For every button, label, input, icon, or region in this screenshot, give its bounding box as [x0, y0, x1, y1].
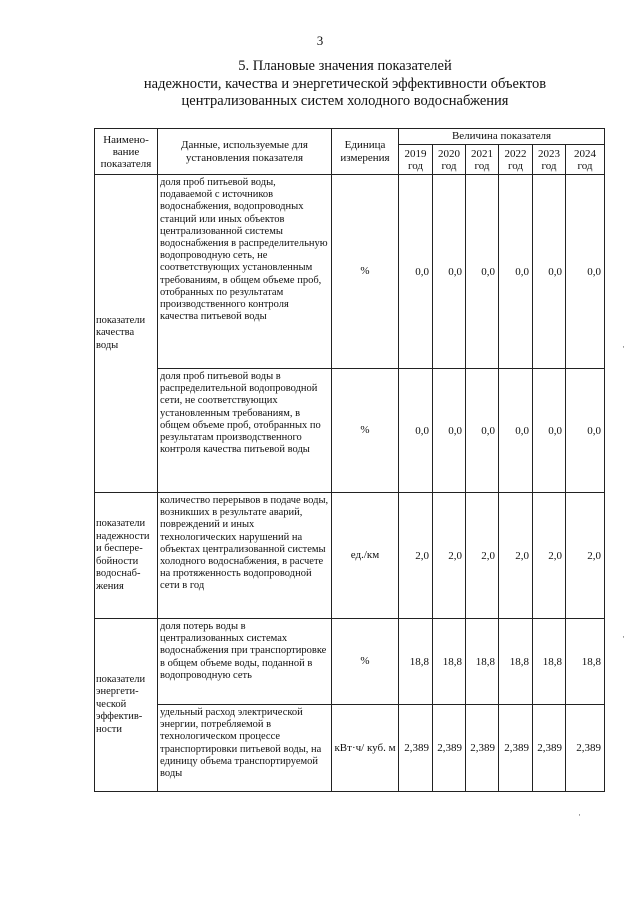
category-cell: показатели надежности и беспере-бойности водоснаб-жения — [95, 493, 158, 619]
category-cell: показатели энергети-ческой эффектив-ности — [95, 619, 158, 792]
value-cell: 18,8 — [399, 619, 433, 705]
header-unit: Единица измерения — [332, 129, 399, 175]
title-line-2: надежности, качества и энергетической эффективности объектов — [143, 75, 547, 92]
value-cell: 0,0 — [499, 175, 533, 369]
value-cell: 0,0 — [499, 369, 533, 493]
description-cell: количество перерывов в подаче воды, возникших в результате аварий, повреждений и иных технологических нарушений на объектах централизованной системы холодного водоснабжения, в расчете на протяженность водопроводной сети в год — [158, 493, 332, 619]
header-value: Величина показателя — [399, 129, 605, 145]
table-row — [95, 619, 605, 705]
description-cell: удельный расход электрической энергии, потребляемой в технологическом процессе транспортировки питьевой воды, на единицу объема транспортируемой воды — [158, 705, 332, 792]
value-cell: 0,0 — [433, 369, 466, 493]
table-row — [95, 705, 605, 792]
value-cell: 2,0 — [466, 493, 499, 619]
value-cell: 2,389 — [466, 705, 499, 792]
value-cell: 2,0 — [566, 493, 605, 619]
unit-cell: ед./км — [332, 493, 399, 619]
table-row — [95, 175, 605, 369]
value-cell: 18,8 — [466, 619, 499, 705]
table-row — [95, 493, 605, 619]
value-cell: 2,389 — [399, 705, 433, 792]
unit-cell: кВт·ч/ куб. м — [332, 705, 399, 792]
value-cell: 0,0 — [433, 175, 466, 369]
table-row — [95, 369, 605, 493]
scan-speck: · — [578, 810, 581, 820]
header-year: 2020 год — [433, 145, 466, 175]
value-cell: 0,0 — [466, 175, 499, 369]
section-title — [80, 58, 610, 111]
value-cell: 2,0 — [533, 493, 566, 619]
description-cell: доля потерь воды в централизованных системах водоснабжения при транспортировке в общем объеме воды, поданной в водопроводную сеть — [158, 619, 332, 705]
description-cell: доля проб питьевой воды в распределительной водопроводной сети, не соответствующих установленным требованиям, в общем объеме проб, отобранных по результатам производственного контроля качества питьевой воды — [158, 369, 332, 493]
header-year: 2019 год — [399, 145, 433, 175]
unit-cell: % — [332, 175, 399, 369]
category-cell: показатели качества воды — [95, 175, 158, 493]
value-cell: 0,0 — [399, 369, 433, 493]
header-year: 2024 год — [566, 145, 605, 175]
value-cell: 2,389 — [499, 705, 533, 792]
title-line-1: 5. Плановые значения показателей — [238, 58, 452, 74]
value-cell: 18,8 — [566, 619, 605, 705]
header-data: Данные, используемые для установления показателя — [158, 129, 332, 175]
page-number: 3 — [316, 33, 324, 48]
header-name: Наимено-вание показателя — [95, 129, 158, 175]
unit-cell: % — [332, 619, 399, 705]
value-cell: 0,0 — [566, 175, 605, 369]
header-year: 2022 год — [499, 145, 533, 175]
value-cell: 18,8 — [499, 619, 533, 705]
value-cell: 2,389 — [433, 705, 466, 792]
description-cell: доля проб питьевой воды, подаваемой с источников водоснабжения, водопроводных станций или иных объектов централизованной системы водоснабжения в распределительную водопроводную сеть, не соответствующих установленным требованиям, в общем объеме проб, отобранных по результатам производственного контроля качества питьевой воды — [158, 175, 332, 369]
title-line-3: централизованных систем холодного водоснабжения — [181, 93, 509, 109]
value-cell: 0,0 — [399, 175, 433, 369]
value-cell: 0,0 — [533, 369, 566, 493]
header-year: 2023 год — [533, 145, 566, 175]
header-year: 2021 год — [466, 145, 499, 175]
value-cell: 18,8 — [433, 619, 466, 705]
value-cell: 0,0 — [466, 369, 499, 493]
value-cell: 2,389 — [566, 705, 605, 792]
value-cell: 0,0 — [566, 369, 605, 493]
value-cell: 2,0 — [399, 493, 433, 619]
value-cell: 18,8 — [533, 619, 566, 705]
unit-cell: % — [332, 369, 399, 493]
indicators-table — [94, 128, 605, 792]
value-cell: 0,0 — [533, 175, 566, 369]
value-cell: 2,0 — [433, 493, 466, 619]
value-cell: 2,0 — [499, 493, 533, 619]
value-cell: 2,389 — [533, 705, 566, 792]
scan-speck: · — [622, 342, 625, 352]
scan-speck: · — [622, 632, 625, 642]
